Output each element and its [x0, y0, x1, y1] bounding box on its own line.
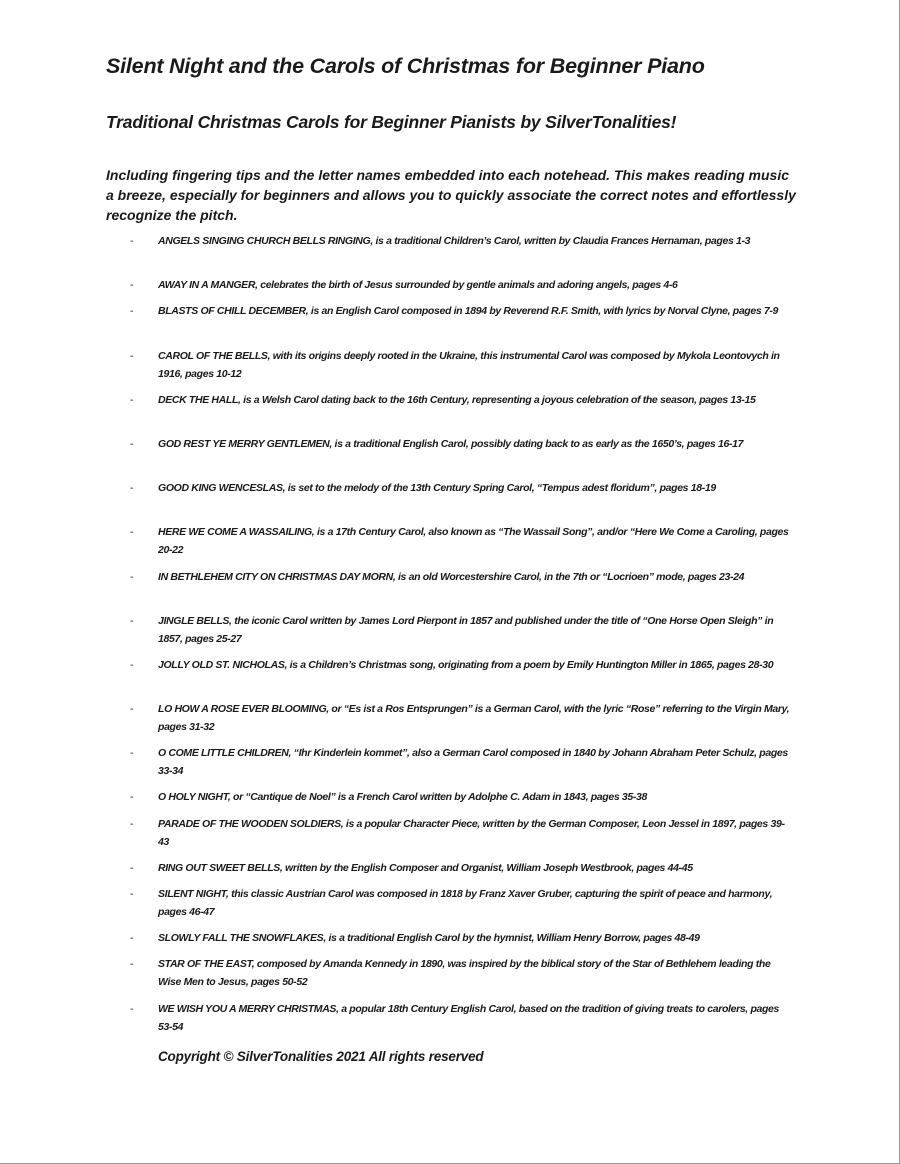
carol-entry-text: GOD REST YE MERRY GENTLEMEN, is a traditional English Carol, possibly dating back to as early as the 1650’s, pages 16-17 — [158, 437, 744, 450]
intro-paragraph: Including fingering tips and the letter names embedded into each notehead. This makes reading music a breeze, especially for beginners and allows you to quickly associate the correct notes and effortlessly recognize the pitch. — [106, 167, 796, 223]
list-item — [130, 788, 795, 806]
carol-entry-text: HERE WE COME A WASSAILING, is a 17th Century Carol, also known as “The Wassail Song”, and/or “Here We Come a Caroling, pages 20-22 — [158, 526, 789, 557]
list-item — [130, 302, 795, 338]
list-item — [130, 568, 795, 604]
list-item — [130, 479, 795, 515]
carol-entry-text: SLOWLY FALL THE SNOWFLAKES, is a traditional English Carol by the hymnist, William Henry Borrow, pages 48-49 — [158, 932, 700, 945]
list-item — [130, 232, 795, 268]
carol-list — [130, 232, 795, 1044]
carol-entry-text: GOOD KING WENCESLAS, is set to the melody of the 13th Century Spring Carol, “Tempus adest floridum”, pages 18-19 — [158, 482, 716, 495]
document-title: Silent Night and the Carols of Christmas for Beginner Piano — [106, 54, 705, 78]
bullet-dash-icon: - — [130, 817, 134, 830]
carol-entry-text: JOLLY OLD ST. NICHOLAS, is a Children’s Christmas song, originating from a poem by Emily Huntington Miller in 1865, pages 28-30 — [158, 658, 774, 671]
list-item — [130, 859, 795, 877]
list-item — [130, 391, 795, 427]
carol-entry-text: O COME LITTLE CHILDREN, “Ihr Kinderlein kommet”, also a German Carol composed in 1840 by Johann Abraham Peter Schulz, pages 33-34 — [158, 747, 788, 778]
list-item — [130, 744, 795, 780]
list-item — [130, 1000, 795, 1036]
carol-entry-text: PARADE OF THE WOODEN SOLDIERS, is a popular Character Piece, written by the German Composer, Leon Jessel in 1897, pages 39-43 — [158, 817, 785, 848]
bullet-dash-icon: - — [130, 279, 134, 292]
list-item — [130, 885, 795, 921]
bullet-dash-icon: - — [130, 305, 134, 318]
list-item — [130, 612, 795, 648]
bullet-dash-icon: - — [130, 888, 134, 900]
list-item — [130, 815, 795, 851]
bullet-dash-icon: - — [130, 861, 134, 874]
carol-entry-text: CAROL OF THE BELLS, with its origins deeply rooted in the Ukraine, this instrumental Carol was composed by Mykola Leontovych in 1916, pages 10-12 — [158, 349, 780, 380]
list-item — [130, 276, 795, 294]
bullet-dash-icon: - — [130, 791, 134, 804]
document-subtitle: Traditional Christmas Carols for Beginner Pianists by SilverTonalities! — [106, 112, 677, 132]
bullet-dash-icon: - — [130, 747, 134, 760]
list-item — [130, 347, 795, 383]
carol-entry-text: SILENT NIGHT, this classic Austrian Carol was composed in 1818 by Franz Xaver Gruber, capturing the spirit of peace and harmony, pages 46-47 — [158, 888, 773, 918]
carol-entry-text: IN BETHLEHEM CITY ON CHRISTMAS DAY MORN, is an old Worcestershire Carol, in the 7th or “Locrioen” mode, pages 23-24 — [158, 570, 745, 583]
bullet-dash-icon: - — [130, 1002, 134, 1015]
carol-entry-text: O HOLY NIGHT, or “Cantique de Noel” is a French Carol written by Adolphe C. Adam in 1843, pages 35-38 — [158, 791, 647, 804]
bullet-dash-icon: - — [130, 932, 134, 945]
bullet-dash-icon: - — [130, 570, 134, 583]
bullet-dash-icon: - — [130, 235, 134, 247]
bullet-dash-icon: - — [130, 658, 134, 671]
list-item — [130, 700, 795, 736]
bullet-dash-icon: - — [130, 958, 134, 971]
carol-entry-text: LO HOW A ROSE EVER BLOOMING, or “Es ist a Ros Entsprungen” is a German Carol, with the lyric “Rose” referring to the Virgin Mary, pages 31-32 — [158, 703, 790, 734]
carol-entry-text: AWAY IN A MANGER, celebrates the birth of Jesus surrounded by gentle animals and adoring angels, pages 4-6 — [158, 279, 678, 292]
bullet-dash-icon: - — [130, 703, 134, 716]
bullet-dash-icon: - — [130, 614, 134, 627]
bullet-dash-icon: - — [130, 393, 134, 406]
bullet-dash-icon: - — [130, 526, 134, 539]
list-item — [130, 656, 795, 692]
list-item — [130, 929, 795, 947]
bullet-dash-icon: - — [130, 482, 134, 495]
list-item — [130, 523, 795, 559]
carol-entry-text: BLASTS OF CHILL DECEMBER, is an English Carol composed in 1894 by Reverend R.F. Smith, with lyrics by Norval Clyne, pages 7-9 — [158, 305, 779, 318]
carol-entry-text: ANGELS SINGING CHURCH BELLS RINGING, is a traditional Children’s Carol, written by Claudia Frances Hernaman, pages 1-3 — [158, 235, 751, 247]
bullet-dash-icon: - — [130, 349, 134, 362]
list-item — [130, 435, 795, 471]
bullet-dash-icon: - — [130, 437, 134, 450]
carol-entry-text: WE WISH YOU A MERRY CHRISTMAS, a popular 18th Century English Carol, based on the tradition of giving treats to carolers, pages 53-54 — [158, 1002, 780, 1033]
carol-entry-text: JINGLE BELLS, the iconic Carol written by James Lord Pierpont in 1857 and published under the title of “One Horse Open Sleigh” in 1857, pages 25-27 — [158, 614, 774, 645]
list-item — [130, 955, 795, 991]
carol-entry-text: RING OUT SWEET BELLS, written by the English Composer and Organist, William Joseph Westbrook, pages 44-45 — [158, 861, 693, 874]
carol-entry-text: STAR OF THE EAST, composed by Amanda Kennedy in 1890, was inspired by the biblical story of the Star of Bethlehem leading the Wise Men to Jesus, pages 50-52 — [158, 958, 771, 989]
carol-entry-text: DECK THE HALL, is a Welsh Carol dating back to the 16th Century, representing a joyous celebration of the season, pages 13-15 — [158, 393, 756, 406]
copyright-notice: Copyright © SilverTonalities 2021 All rights reserved — [158, 1049, 484, 1064]
